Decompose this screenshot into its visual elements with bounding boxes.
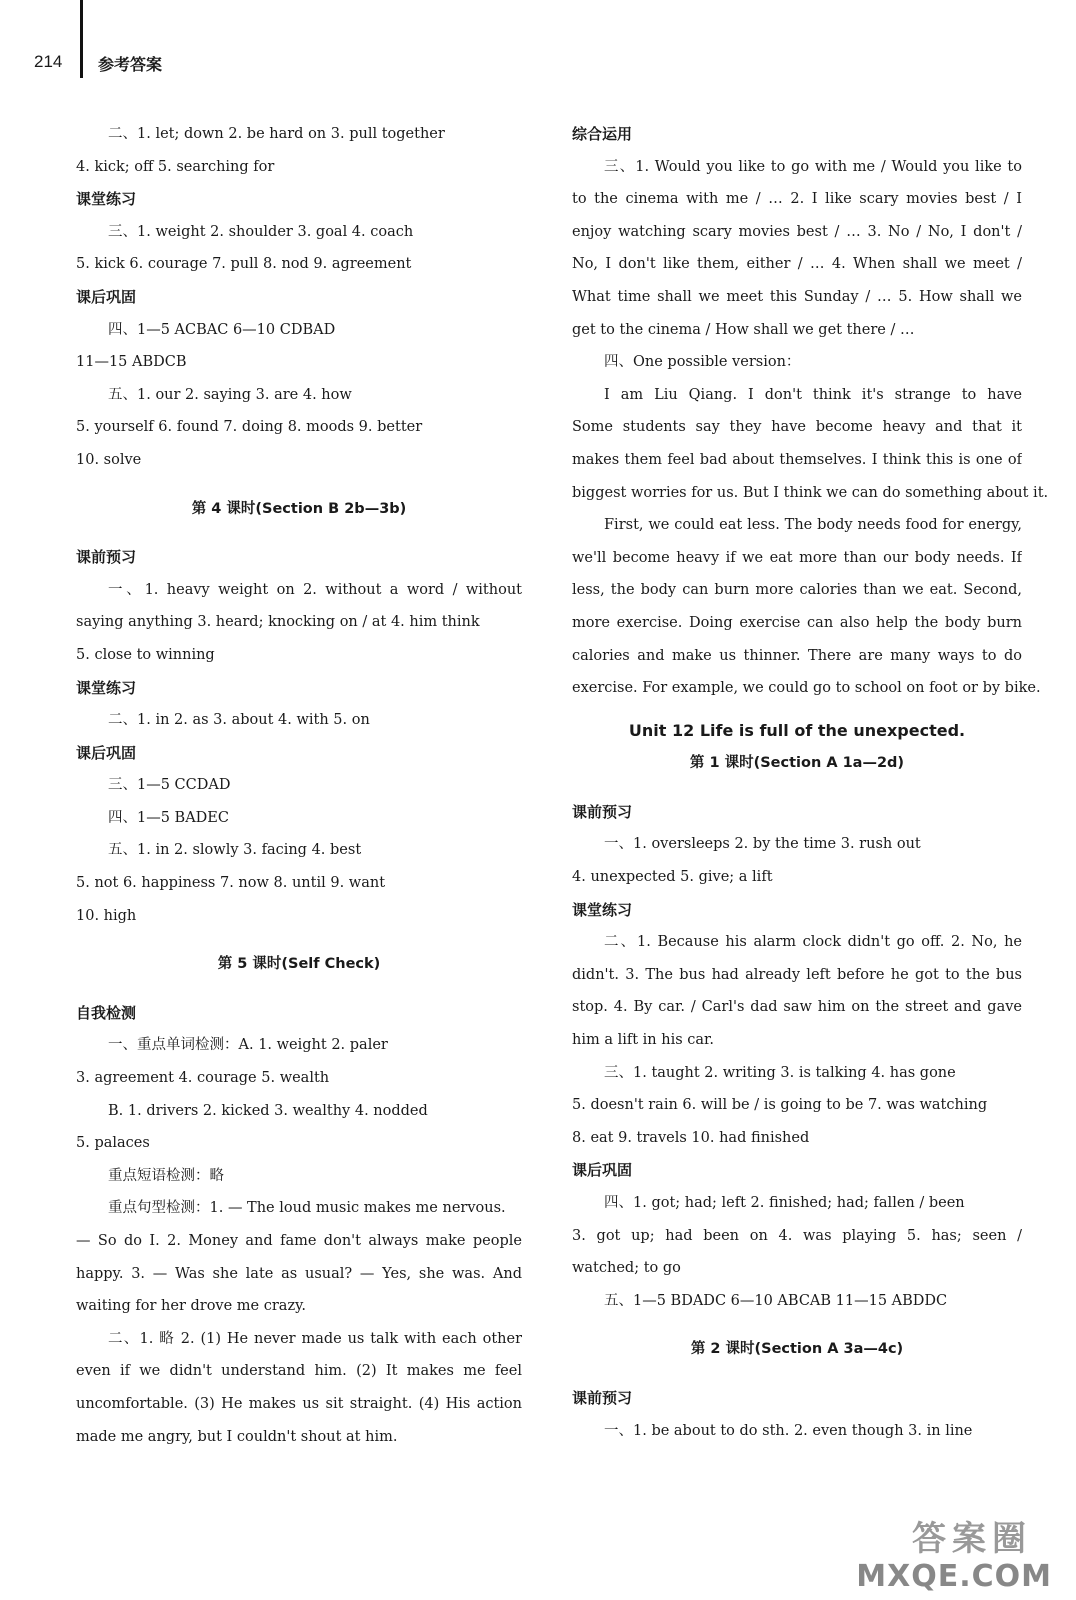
answer-line: 5. close to winning	[76, 646, 215, 663]
section-heading: 课后巩固	[572, 1161, 633, 1180]
answer-line: him a lift in his car.	[572, 1032, 714, 1049]
answer-line: 四、One possible version：	[604, 354, 801, 371]
answer-line: 5. yourself 6. found 7. doing 8. moods 9. better	[76, 419, 423, 436]
section-heading: 课堂练习	[572, 900, 633, 919]
answer-line: 3. got up; had been on 4. was playing 5. has; seen /	[572, 1227, 1022, 1244]
answer-line: 一、1. be about to do sth. 2. even though 3. in line	[604, 1422, 973, 1439]
section-heading: 课前预习	[572, 802, 633, 821]
answer-line: less, the body can burn more calories than we eat. Second,	[572, 582, 1022, 599]
section-heading: 课前预习	[572, 1388, 633, 1407]
answer-line: 五、1—5 BDADC 6—10 ABCAB 11—15 ABDDC	[604, 1292, 948, 1309]
answer-line: stop. 4. By car. / Carl's dad saw him on the street and gave	[572, 999, 1022, 1016]
answer-line: uncomfortable. (3) He makes us sit straight. (4) His action	[76, 1395, 522, 1412]
answer-line: didn't. 3. The bus had already left before he got to the bus	[572, 966, 1022, 983]
answer-line: 二、1. in 2. as 3. about 4. with 5. on	[108, 712, 370, 729]
section-heading: 课后巩固	[76, 743, 137, 762]
answer-line: get to the cinema / How shall we get there / …	[572, 321, 915, 338]
answer-line: 二、1. 略 2. (1) He never made us talk with each other	[108, 1330, 522, 1347]
answer-line: 二、1. Because his alarm clock didn't go off. 2. No, he	[604, 934, 1022, 951]
answer-line: 四、1—5 BADEC	[108, 809, 229, 826]
answer-line: 二、1. let; down 2. be hard on 3. pull together	[108, 126, 445, 142]
section-heading: 第 1 课时(Section A 1a—2d)	[689, 755, 905, 772]
answer-line: waiting for her drove me crazy.	[76, 1298, 306, 1315]
left-column	[76, 118, 522, 1453]
answer-line: 5. palaces	[76, 1135, 150, 1152]
section-heading: Unit 12 Life is full of the unexpected.	[628, 720, 966, 740]
answer-line: Some students say they have become heavy and that it	[572, 419, 1022, 436]
section-heading: 自我检测	[76, 1003, 137, 1022]
answer-line: more exercise. Doing exercise can also help the body burn	[572, 614, 1022, 631]
watermark-url: MXQE.COM	[856, 1559, 1052, 1594]
right-column	[572, 118, 1049, 1447]
answer-line: 三、1. taught 2. writing 3. is talking 4. has gone	[604, 1064, 956, 1081]
answer-line: 五、1. our 2. saying 3. are 4. how	[108, 386, 352, 403]
answer-line: 四、1—5 ACBAC 6—10 CDBAD	[108, 321, 336, 338]
answer-line: 10. solve	[76, 451, 142, 468]
answer-line: 4. unexpected 5. give; a lift	[572, 869, 773, 886]
answer-line: even if we didn't understand him. (2) It makes me feel	[76, 1363, 522, 1380]
answer-line: saying anything 3. heard; knocking on / at 4. him think	[76, 614, 480, 631]
answer-line: we'll become heavy if we eat more than our body needs. If	[572, 549, 1022, 566]
answer-line: exercise. For example, we could go to school on foot or by bike.	[572, 680, 1041, 697]
answer-line: 重点句型检测：1. — The loud music makes me nervous.	[108, 1200, 506, 1217]
section-heading: 课后巩固	[76, 287, 137, 306]
answer-line: 5. kick 6. courage 7. pull 8. nod 9. agreement	[76, 256, 412, 273]
answer-line: 四、1. got; had; left 2. finished; had; fallen / been	[604, 1195, 965, 1211]
answer-line: 8. eat 9. travels 10. had finished	[572, 1129, 810, 1146]
answer-line: I am Liu Qiang. I don't think it's strange to have	[604, 386, 1022, 403]
answer-line: to the cinema with me / … 2. I like scary movies best / I	[572, 191, 1022, 208]
answer-line: 三、1. weight 2. shoulder 3. goal 4. coach	[108, 223, 414, 240]
answer-line: 5. doesn't rain 6. will be / is going to be 7. was watching	[572, 1097, 988, 1114]
answer-line: biggest worries for us. But I think we can do something about it.	[572, 484, 1049, 501]
answer-line: 五、1. in 2. slowly 3. facing 4. best	[108, 842, 362, 859]
answer-line: 11—15 ABDCB	[76, 354, 187, 371]
answer-line: 10. high	[76, 907, 137, 924]
section-heading: 课堂练习	[76, 678, 137, 697]
answer-line: — So do I. 2. Money and fame don't always make people	[76, 1233, 522, 1249]
answer-line: watched; to go	[572, 1260, 681, 1277]
page-header-title: 参考答案	[98, 55, 163, 74]
answer-line: 5. not 6. happiness 7. now 8. until 9. want	[76, 875, 386, 892]
answer-line: happy. 3. — Was she late as usual? — Yes, she was. And	[76, 1265, 522, 1282]
section-heading: 第 4 课时(Section B 2b—3b)	[191, 500, 407, 517]
section-heading: 第 2 课时(Section A 3a—4c)	[690, 1341, 904, 1358]
answer-line: makes them feel bad about themselves. I think this is one of	[572, 451, 1022, 468]
answer-line: calories and make us thinner. There are many ways to do	[572, 647, 1022, 664]
answer-line: First, we could eat less. The body needs food for energy,	[604, 517, 1022, 534]
section-heading: 课前预习	[76, 548, 137, 567]
answer-line: made me angry, but I couldn't shout at him.	[76, 1428, 398, 1445]
section-heading: 第 5 课时(Self Check)	[217, 956, 381, 973]
answer-line: B. 1. drivers 2. kicked 3. wealthy 4. nodded	[108, 1102, 428, 1119]
answer-line: 一、1. oversleeps 2. by the time 3. rush out	[604, 836, 921, 853]
answer-line: 三、1. Would you like to go with me / Would you like to	[604, 158, 1022, 175]
section-heading: 课堂练习	[76, 190, 137, 209]
answer-line: No, I don't like them, either / … 4. When shall we meet /	[572, 256, 1022, 273]
watermark-cn: 答案圈	[912, 1519, 1032, 1559]
answer-line: 一、重点单词检测：A. 1. weight 2. paler	[108, 1037, 388, 1054]
answer-line: 4. kick; off 5. searching for	[76, 158, 275, 175]
section-heading: 综合运用	[572, 125, 633, 143]
answer-line: What time shall we meet this Sunday / … 5. How shall we	[572, 288, 1022, 305]
header-divider	[80, 0, 83, 78]
answer-line: 一、1. heavy weight on 2. without a word / without	[108, 581, 522, 598]
answer-line: 重点短语检测：略	[108, 1167, 224, 1184]
answer-line: enjoy watching scary movies best / … 3. No / No, I don't /	[572, 223, 1022, 240]
page-number: 214	[34, 52, 63, 71]
answer-line: 3. agreement 4. courage 5. wealth	[76, 1070, 330, 1087]
answer-line: 三、1—5 CCDAD	[108, 777, 231, 794]
